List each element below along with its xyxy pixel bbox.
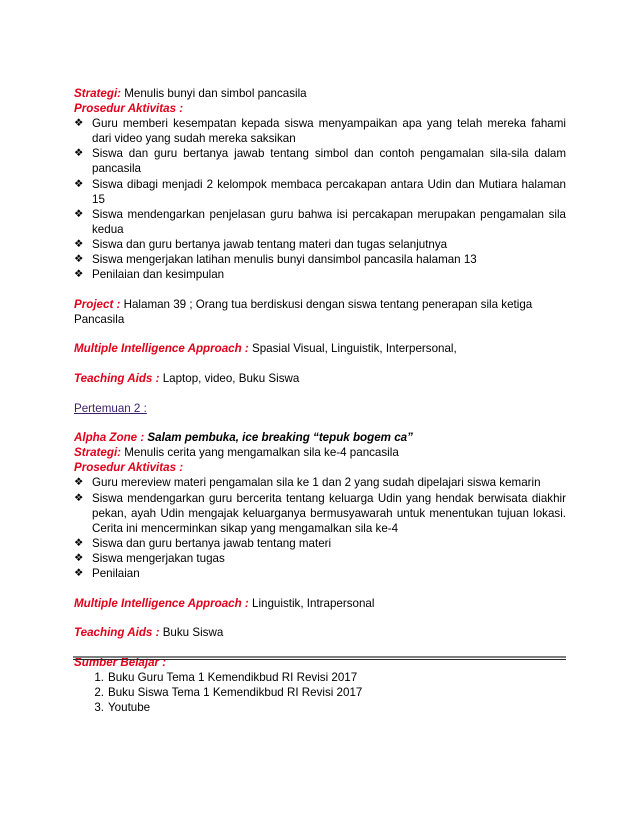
strategi-text: Menulis cerita yang mengamalkan sila ke-4 pancasila [121, 446, 399, 460]
strategi-label: Strategi: [74, 446, 122, 460]
mia-text: Spasial Visual, Linguistik, Interpersonal, [248, 342, 457, 356]
footer-rule [73, 656, 566, 658]
procedure-list-1 [74, 116, 566, 282]
strategi-line-2 [74, 445, 566, 460]
list-item: ❖ Siswa dan guru bertanya jawab tentang materi [74, 536, 332, 550]
teaching-aids-text: Buku Siswa [159, 626, 224, 640]
list-item: 1. Buku Guru Tema 1 Kemendikbud RI Revisi 2017 [90, 670, 566, 685]
list-number: 1. [94, 670, 104, 684]
list-item: ❖ Siswa mengerjakan tugas [74, 551, 225, 565]
teaching-aids-label: Teaching Aids : [74, 372, 160, 385]
document-page [74, 86, 566, 715]
strategi-line-1 [74, 86, 566, 101]
list-item: 3. Youtube [90, 700, 566, 715]
list-item: ❖ Siswa mendengarkan guru bercerita tentang keluarga Udin yang hendak berwisata diakhir pekan, ayah Udin mengajak keluarganya bermusyawarah untuk menentukan tujuan lokasi. Cerita ini mencerminkan sikap yang mengamalkan sila ke-4 [74, 491, 566, 535]
list-item: ❖ Siswa mengerjakan latihan menulis bunyi dansimbol pancasila halaman 13 [74, 253, 477, 267]
teaching-aids-line-2 [74, 625, 566, 640]
list-item: ❖ Guru mereview materi pengamalan sila ke 1 dan 2 yang sudah dipelajari siswa kemarin [74, 476, 541, 490]
mia-label: Multiple Intelligence Approach : [74, 342, 249, 356]
diamond-bullet-icon: ❖ [74, 237, 84, 250]
list-item: ❖ Siswa mendengarkan penjelasan guru bahwa isi percakapan merupakan pengamalan sila kedua [74, 207, 566, 236]
teaching-aids-text: Laptop, video, Buku Siswa [159, 372, 300, 385]
project-label: Project : [74, 297, 121, 311]
project-line [74, 297, 566, 312]
diamond-bullet-icon: ❖ [74, 207, 84, 220]
list-item: ❖ Siswa dibagi menjadi 2 kelompok membaca percakapan antara Udin dan Mutiara halaman 15 [74, 177, 566, 206]
list-number: 2. [94, 686, 104, 699]
procedure-list-2 [74, 475, 566, 581]
alpha-zone-text: Salam pembuka, ice breaking “tepuk bogem ca” [144, 431, 413, 445]
prosedur-label: Prosedur Aktivitas : [74, 102, 184, 116]
mia-line-1 [74, 341, 566, 356]
teaching-aids-label: Teaching Aids : [74, 626, 160, 640]
diamond-bullet-icon: ❖ [74, 268, 84, 281]
list-item: ❖ Penilaian [74, 567, 140, 581]
pertemuan-heading: Pertemuan 2 : [74, 401, 147, 415]
sumber-belajar-list [74, 670, 566, 715]
diamond-bullet-icon: ❖ [74, 567, 84, 580]
diamond-bullet-icon: ❖ [74, 551, 84, 564]
list-item: ❖ Penilaian dan kesimpulan [74, 268, 225, 282]
alpha-zone-label: Alpha Zone : [74, 431, 145, 445]
diamond-bullet-icon: ❖ [74, 253, 84, 266]
footer-rule-inner [73, 659, 566, 660]
list-item: ❖ Guru memberi kesempatan kepada siswa menyampaikan apa yang telah mereka fahami dari video yang sudah mereka saksikan [74, 117, 566, 146]
project-text: Halaman 39 ; Orang tua berdiskusi dengan siswa tentang penerapan sila ketiga [120, 297, 533, 311]
strategi-label: Strategi: [74, 87, 122, 100]
project-text-line-2: Pancasila [74, 312, 125, 326]
mia-line-2 [74, 596, 566, 611]
mia-text: Linguistik, Intrapersonal [248, 596, 375, 610]
list-number: 3. [94, 701, 104, 715]
diamond-bullet-icon: ❖ [74, 476, 84, 489]
alpha-zone-line [74, 430, 566, 445]
teaching-aids-line-1 [74, 371, 566, 386]
diamond-bullet-icon: ❖ [74, 536, 84, 549]
diamond-bullet-icon: ❖ [74, 147, 84, 160]
prosedur-label: Prosedur Aktivitas : [74, 461, 184, 475]
diamond-bullet-icon: ❖ [74, 177, 84, 190]
list-item: ❖ Siswa dan guru bertanya jawab tentang materi dan tugas selanjutnya [74, 237, 448, 251]
sumber-belajar-label: Sumber Belajar : [74, 655, 167, 669]
mia-label: Multiple Intelligence Approach : [74, 596, 249, 610]
strategi-text: Menulis bunyi dan simbol pancasila [121, 87, 307, 100]
diamond-bullet-icon: ❖ [74, 117, 84, 130]
list-item: 2. Buku Siswa Tema 1 Kemendikbud RI Revisi 2017 [90, 685, 566, 700]
diamond-bullet-icon: ❖ [74, 491, 84, 504]
list-item: ❖ Siswa dan guru bertanya jawab tentang simbol dan contoh pengamalan sila-sila dalam pancasila [74, 147, 566, 176]
